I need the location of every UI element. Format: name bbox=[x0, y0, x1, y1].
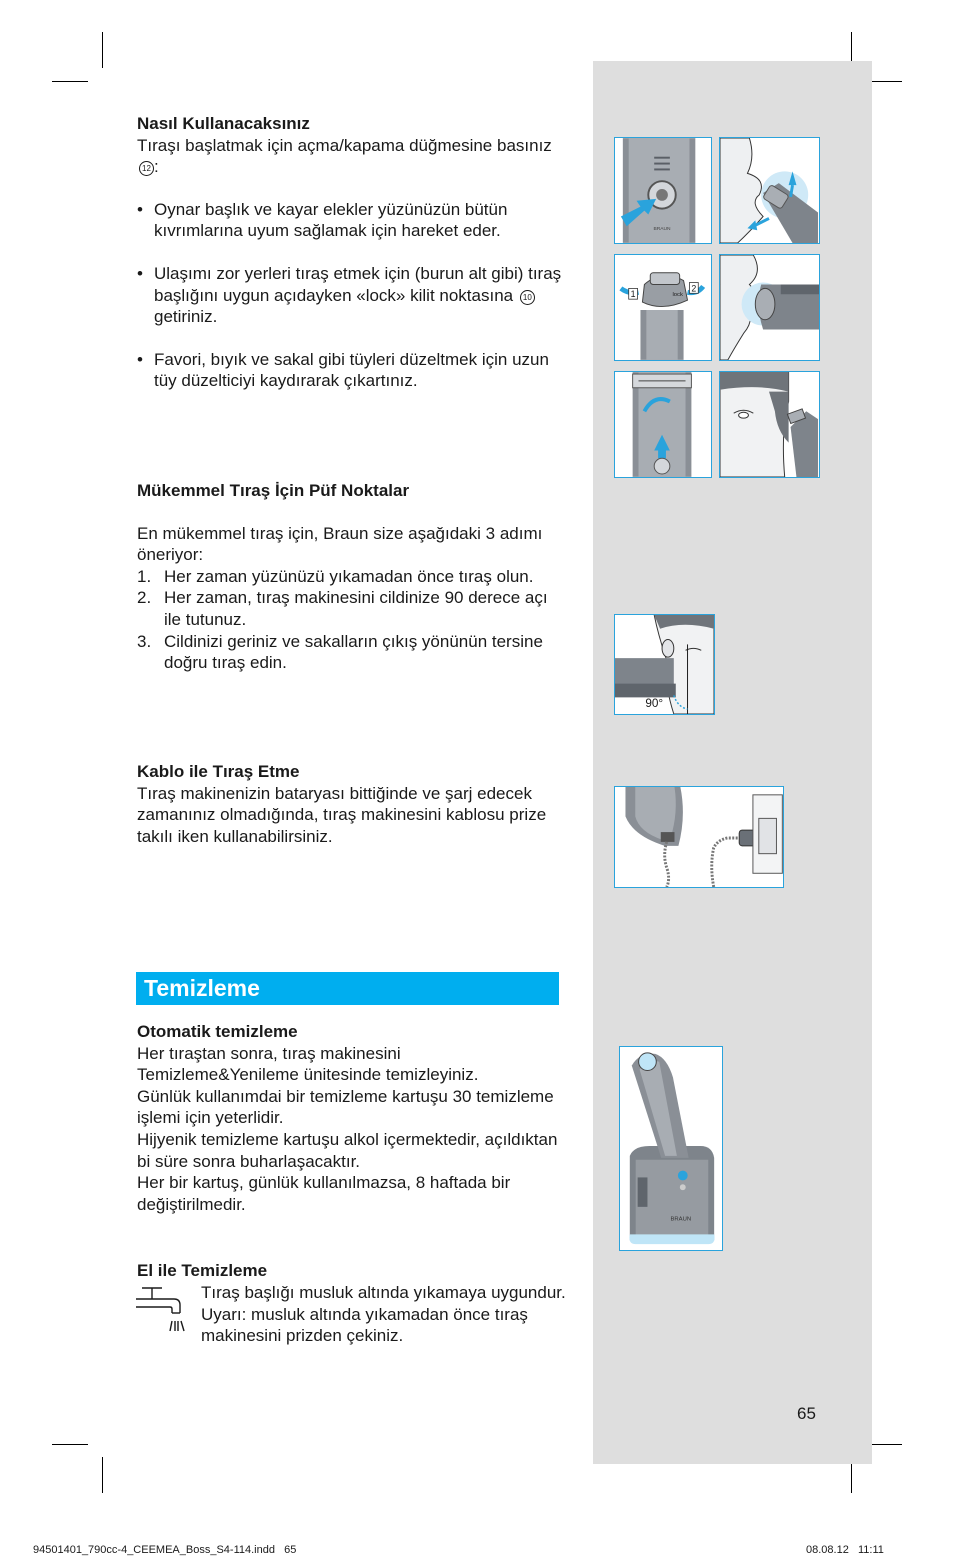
paragraph: Tıraş başlığı musluk altında yıkamaya uygundur. bbox=[201, 1283, 566, 1302]
section-title: Temizleme bbox=[144, 975, 260, 1001]
numbered-item: 1. Her zaman yüzünüzü yıkamadan önce tıraş olun. bbox=[137, 566, 534, 586]
tips-heading: Mükemmel Tıraş İçin Püf Noktalar bbox=[137, 481, 410, 500]
figure-cable-shaving bbox=[614, 786, 784, 888]
figure-face-contour bbox=[719, 137, 820, 244]
crop-mark bbox=[102, 1457, 103, 1493]
crop-mark bbox=[52, 1444, 88, 1445]
manual-cleaning-heading: El ile Temizleme bbox=[137, 1261, 268, 1280]
how-to-use-heading: Nasıl Kullanacaksınız bbox=[137, 114, 310, 133]
cable-section bbox=[137, 761, 567, 847]
auto-cleaning-heading: Otomatik temizleme bbox=[137, 1022, 298, 1041]
figure-under-nose bbox=[719, 254, 820, 361]
how-to-use-section bbox=[137, 113, 567, 392]
numbered-item: 3. Cildinizi geriniz ve sakalların çıkış yönünün tersine doğru tıraş edin. bbox=[137, 631, 543, 673]
bullet-item: • Favori, bıyık ve sakal gibi tüyleri düzeltmek için uzun tüy düzelticiyi kaydırarak çıkartınız. bbox=[137, 349, 549, 391]
page-number: 65 bbox=[797, 1404, 816, 1423]
cable-text: Tıraş makinenizin bataryası bittiğinde ve şarj edecek zamanınız olmadığında, tıraş makinesini kablosu prize takılı iken kullanabilirsiniz. bbox=[137, 783, 547, 846]
figure-sideburn-trim bbox=[719, 371, 820, 478]
crop-mark bbox=[102, 32, 103, 68]
paragraph: Uyarı: musluk altında yıkamadan önce tıraş makinesini prizden çekiniz. bbox=[201, 1304, 528, 1346]
bullet-item: • Ulaşımı zor yerleri tıraş etmek için (burun alt gibi) tıraş başlığını uygun açıdayken «lock» kilit noktasına 10 getiriniz. bbox=[137, 263, 562, 327]
figure-long-hair-trimmer bbox=[614, 371, 712, 478]
step-number: 2 bbox=[691, 283, 697, 294]
brand-label: BRAUN bbox=[670, 1216, 692, 1223]
paragraph: Günlük kullanımdai bir temizleme kartuşu 30 temizleme işlemi için yeterlidir. bbox=[137, 1086, 554, 1128]
section-title-bar bbox=[136, 972, 559, 1005]
footer-file-info: 94501401_790cc-4_CEEMEA_Boss_S4-114.indd 65 bbox=[33, 1544, 297, 1556]
crop-mark bbox=[52, 81, 88, 82]
figure-clean-renew-station bbox=[619, 1046, 723, 1251]
bullet-item: • Oynar başlık ve kayar elekler yüzünüzün bütün kıvrımlarına uyum sağlamak için hareket eder. bbox=[137, 199, 508, 241]
paragraph: Her bir kartuş, günlük kullanılmazsa, 8 haftada bir değiştirilmedir. bbox=[137, 1173, 511, 1214]
manual-cleaning-text bbox=[201, 1282, 571, 1347]
paragraph: Her tıraştan sonra, tıraş makinesini Temizleme&Yenileme ünitesinde temizleyiniz. bbox=[137, 1043, 479, 1085]
angle-label: 90° bbox=[645, 697, 664, 711]
footer-date: 08.08.12 11:11 bbox=[806, 1544, 884, 1556]
figure-lock-position bbox=[614, 254, 712, 361]
figure-power-button bbox=[614, 137, 712, 244]
auto-cleaning-section bbox=[137, 1021, 565, 1215]
brand-label: BRAUN bbox=[653, 227, 671, 233]
reference-number-badge: 12 bbox=[139, 161, 154, 176]
numbered-item: 2. Her zaman, tıraş makinesini cildinize 90 derece açı ile tutunuz. bbox=[137, 588, 548, 629]
tips-intro: En mükemmel tıraş için, Braun size aşağıdaki 3 adımı öneriyor: bbox=[137, 523, 543, 565]
water-tap-icon bbox=[134, 1285, 190, 1337]
figure-90-degree-angle bbox=[614, 614, 715, 715]
how-to-use-intro: Tıraşı başlatmak için açma/kapama düğmesine basınız 12 : bbox=[137, 135, 552, 177]
step-number: 1 bbox=[630, 289, 636, 300]
cable-heading: Kablo ile Tıraş Etme bbox=[137, 762, 300, 781]
tips-section bbox=[137, 480, 567, 674]
reference-number-badge: 10 bbox=[520, 290, 535, 305]
lock-label: lock bbox=[672, 292, 683, 299]
paragraph: Hijyenik temizleme kartuşu alkol içermektedir, açıldıktan bi süre sonra buharlaşacaktır. bbox=[137, 1129, 558, 1171]
